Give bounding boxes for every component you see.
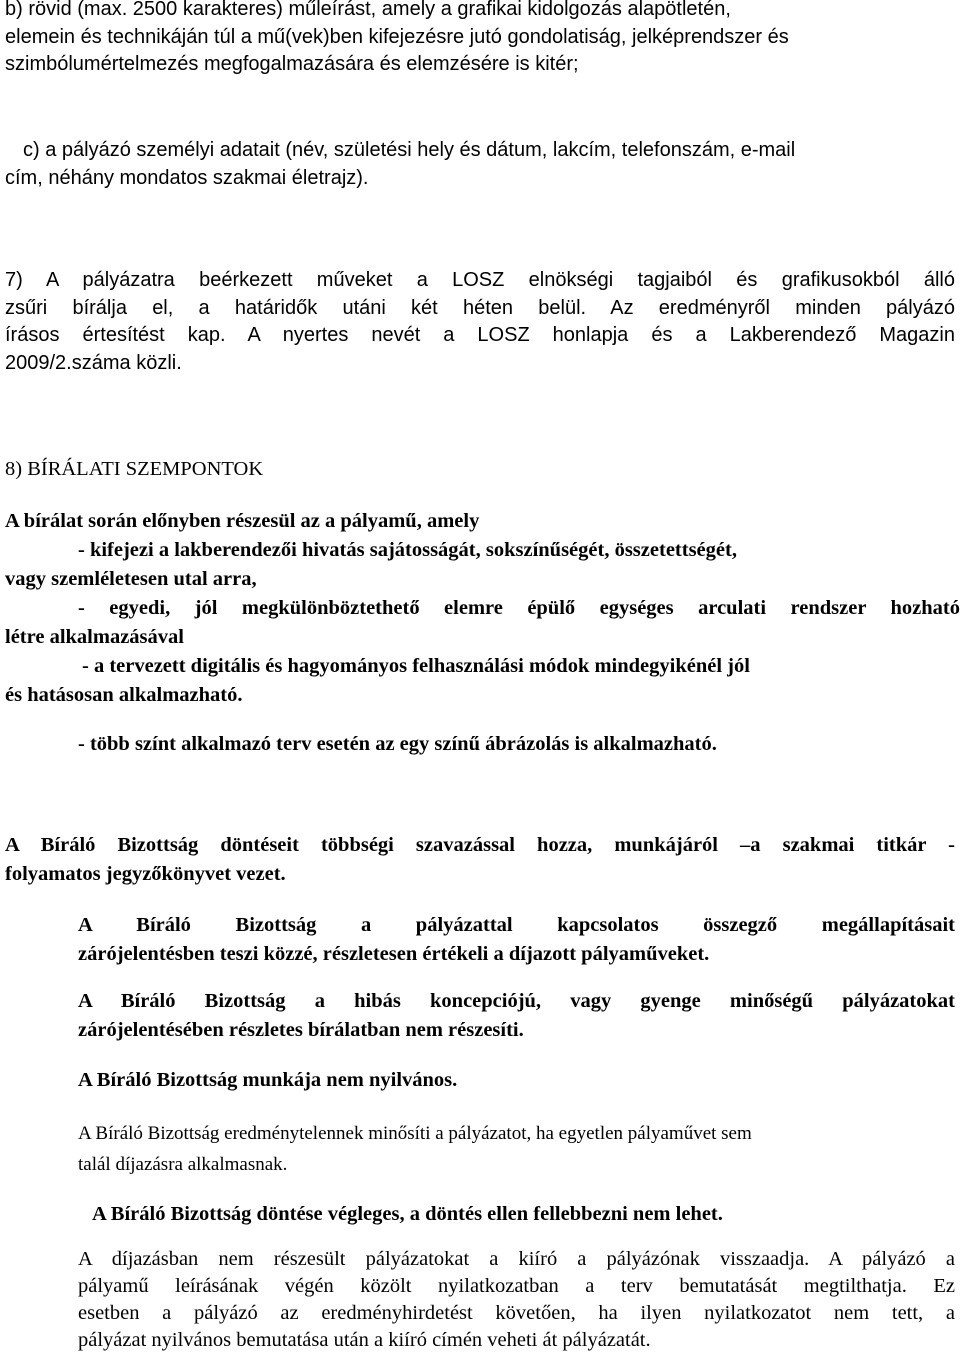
section-8-heading (5, 455, 955, 484)
jury-paragraph-7 (78, 1246, 955, 1354)
text-line: szimbólumértelmezés megfogalmazására és elemzésére is kitér; (5, 53, 579, 75)
section-8-extra (78, 730, 958, 759)
section-b-paragraph (5, 0, 955, 79)
text-line: írásos értesítést kap. A nyertes nevét a LOSZ honlapja és a Lakberendező Magazin (5, 324, 955, 346)
text-line: b) rövid (max. 2500 karakteres) műleírást, amely a grafikai kidolgozás alapötletén, (5, 0, 731, 20)
jury-paragraph-5 (78, 1118, 958, 1180)
text-line: 2009/2.száma közli. (5, 351, 182, 374)
text-line: zárójelentésében részletes bírálatban nem részesíti. (78, 1019, 524, 1041)
text-line: 7) A pályázatra beérkezett műveket a LOSZ elnökségi tagjaiból és grafikusokból álló (5, 269, 955, 291)
criteria-item: - egyedi, jól megkülönböztethető elemre épülő egységes arculati rendszer hozható (78, 597, 960, 619)
text-line: A bírálat során előnyben részesül az a pályamű, amely (5, 510, 480, 532)
text-line: talál díjazásra alkalmasnak. (78, 1154, 288, 1175)
text-line: A Bíráló Bizottság döntése végleges, a döntés ellen fellebbezni nem lehet. (92, 1203, 723, 1225)
jury-paragraph-6 (92, 1200, 958, 1229)
text-line: A Bíráló Bizottság eredménytelennek minősíti a pályázatot, ha egyetlen pályaművet sem (78, 1123, 752, 1144)
section-c-paragraph (5, 137, 955, 192)
jury-paragraph-2 (78, 911, 955, 969)
criteria-item: - a tervezett digitális és hagyományos felhasználási módok mindegyikénél jól (82, 655, 750, 677)
text-line: pályamű leírásának végén közölt nyilatkozatban a terv bemutatását megtilthatja. Ez (78, 1275, 955, 1297)
text-line: elemein és technikáján túl a mű(vek)ben kifejezésre jutó gondolatiság, jelképrendszer és (5, 25, 789, 48)
section-heading: 8) BÍRÁLATI SZEMPONTOK (5, 458, 264, 480)
text-line: A Bíráló Bizottság munkája nem nyilvános. (78, 1069, 458, 1091)
text-line: létre alkalmazásával (5, 626, 184, 648)
criteria-item: - kifejezi a lakberendezői hivatás sajátosságát, sokszínűségét, összetettségét, (78, 539, 737, 561)
criteria-item: - több színt alkalmazó terv esetén az egy színű ábrázolás is alkalmazható. (78, 733, 717, 755)
jury-paragraph-4 (78, 1066, 955, 1095)
text-line: A Bíráló Bizottság a pályázattal kapcsolatos összegző megállapításait (78, 914, 955, 936)
text-line: cím, néhány mondatos szakmai életrajz). (5, 166, 369, 189)
text-line: c) a pályázó személyi adatait (név, születési hely és dátum, lakcím, telefonszám, e-mail (23, 139, 796, 161)
text-line: zárójelentésben teszi közzé, részletesen értékeli a díjazott pályaműveket. (78, 943, 710, 965)
text-line: vagy szemléletesen utal arra, (5, 568, 257, 590)
text-line: folyamatos jegyzőkönyvet vezet. (5, 863, 286, 885)
jury-paragraph-1 (5, 831, 955, 889)
text-line: zsűri bírálja el, a határidők utáni két héten belül. Az eredményről minden pályázó (5, 296, 955, 319)
text-line: és hatásosan alkalmazható. (5, 684, 243, 706)
section-7-paragraph (5, 267, 955, 377)
jury-paragraph-3 (78, 987, 955, 1045)
text-line: A díjazásban nem részesült pályázatokat a kiíró a pályázónak visszaadja. A pályázó a (78, 1248, 955, 1270)
text-line: A Bíráló Bizottság döntéseit többségi szavazással hozza, munkájáról –a szakmai titkár - (5, 834, 955, 856)
section-8-criteria (5, 507, 960, 710)
text-line: pályázat nyilvános bemutatása után a kiíró címén veheti át pályázatát. (78, 1329, 651, 1351)
text-line: A Bíráló Bizottság a hibás koncepciójú, vagy gyenge minőségű pályázatokat (78, 990, 955, 1012)
text-line: esetben a pályázó az eredményhirdetést követően, ha ilyen nyilatkozatot nem tett, a (78, 1302, 955, 1324)
